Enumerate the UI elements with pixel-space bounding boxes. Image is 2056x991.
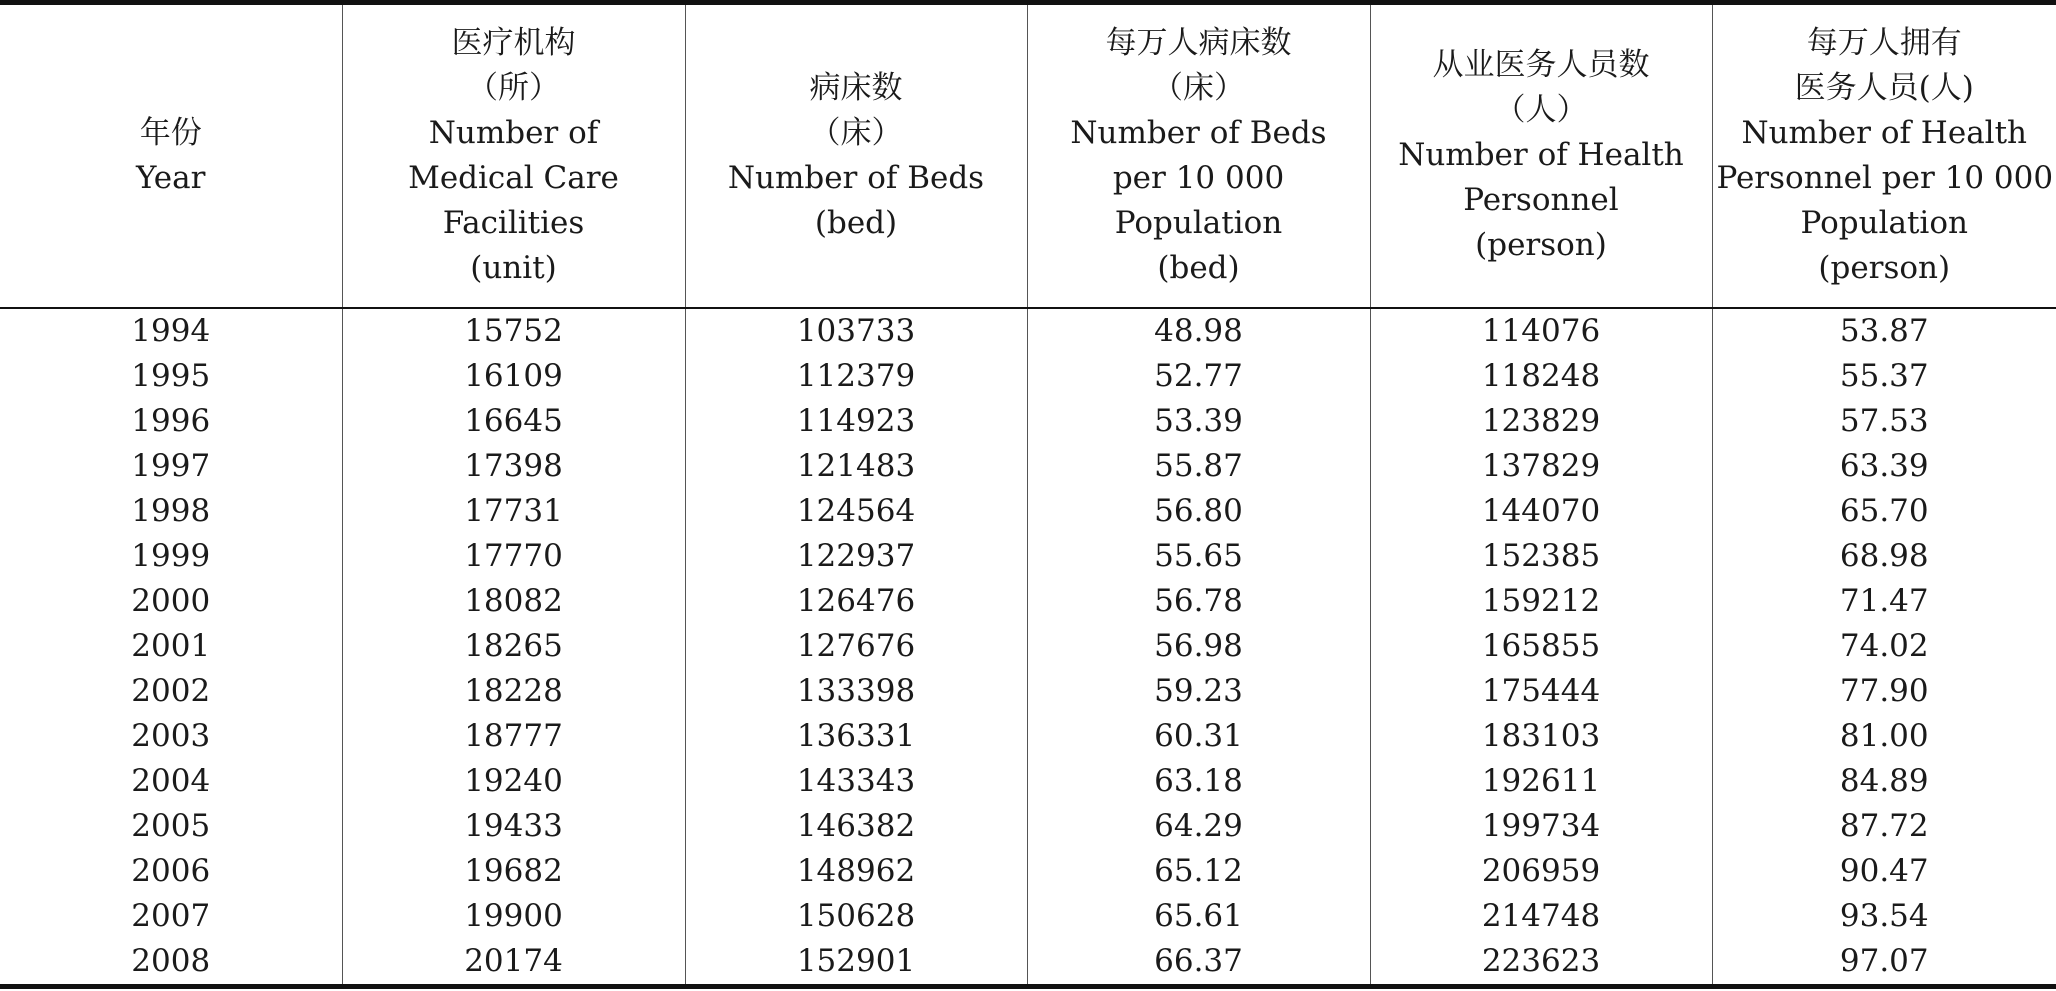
header-line: 医疗机构 (451, 24, 576, 61)
cell-personnel: 183103 (1370, 714, 1712, 759)
cell-beds-per-10000: 55.87 (1027, 444, 1370, 489)
cell-year: 2008 (0, 939, 342, 987)
cell-year: 1995 (131, 357, 211, 394)
cell-personnel-per-10000: 53.87 (1712, 308, 2056, 354)
cell-personnel: 159212 (1370, 579, 1712, 624)
header-line: (unit) (470, 249, 557, 286)
cell-facilities: 17398 (342, 444, 685, 489)
cell-personnel: 123829 (1370, 399, 1712, 444)
header-beds-per-10000 (1027, 3, 1370, 308)
cell-year: 2006 (131, 852, 211, 889)
header-line: Year (136, 159, 206, 196)
header-line: Population (1114, 204, 1283, 241)
cell-beds-per-10000: 65.12 (1027, 849, 1370, 894)
table-row (0, 444, 2056, 489)
cell-personnel: 165855 (1370, 624, 1712, 669)
cell-beds-per-10000: 66.37 (1027, 939, 1370, 987)
cell-personnel-per-10000: 71.47 (1712, 579, 2056, 624)
cell-facilities: 16109 (342, 354, 685, 399)
cell-year: 1997 (131, 447, 211, 484)
cell-beds-per-10000: 56.98 (1027, 624, 1370, 669)
cell-beds: 126476 (685, 579, 1027, 624)
table-row (0, 714, 2056, 759)
cell-year: 1996 (131, 402, 211, 439)
cell-year: 1999 (131, 537, 211, 574)
cell-beds-per-10000: 63.18 (1027, 759, 1370, 804)
table-row (0, 669, 2056, 714)
table-row (0, 399, 2056, 444)
header-line: (bed) (814, 204, 898, 241)
cell-year: 2003 (131, 717, 211, 754)
cell-beds-per-10000: 56.80 (1027, 489, 1370, 534)
cell-beds: 124564 (685, 489, 1027, 534)
cell-facilities: 19433 (342, 804, 685, 849)
table-row (0, 939, 2056, 987)
table-body (0, 308, 2056, 987)
cell-beds: 143343 (685, 759, 1027, 804)
table-row (0, 849, 2056, 894)
header-line: （床） (809, 114, 903, 151)
cell-personnel-per-10000: 55.37 (1712, 354, 2056, 399)
cell-beds: 148962 (685, 849, 1027, 894)
header-line: per 10 000 (1112, 159, 1285, 196)
table-row (0, 894, 2056, 939)
header-number-of-beds (685, 3, 1027, 308)
header-line: Number of Health (1741, 114, 2028, 151)
cell-personnel-per-10000: 87.72 (1712, 804, 2056, 849)
cell-personnel: 199734 (1370, 804, 1712, 849)
cell-year: 2004 (131, 762, 211, 799)
cell-beds: 133398 (685, 669, 1027, 714)
cell-beds: 136331 (685, 714, 1027, 759)
cell-facilities: 19240 (342, 759, 685, 804)
cell-personnel-per-10000: 68.98 (1712, 534, 2056, 579)
cell-personnel-per-10000: 74.02 (1712, 624, 2056, 669)
table-row (0, 354, 2056, 399)
cell-year: 2007 (131, 897, 211, 934)
cell-personnel-per-10000: 57.53 (1712, 399, 2056, 444)
cell-year: 2000 (131, 582, 211, 619)
header-line: Number of Beds (1070, 114, 1327, 151)
cell-personnel-per-10000: 97.07 (1712, 939, 2056, 987)
table-row (0, 579, 2056, 624)
header-line: Personnel (1463, 182, 1619, 219)
header-personnel-per-10000 (1712, 3, 2056, 308)
cell-personnel-per-10000: 84.89 (1712, 759, 2056, 804)
cell-personnel: 137829 (1370, 444, 1712, 489)
cell-personnel: 192611 (1370, 759, 1712, 804)
table-row (0, 759, 2056, 804)
header-line: Number of Health (1398, 137, 1684, 174)
cell-beds: 103733 (685, 308, 1027, 354)
cell-facilities: 15752 (342, 308, 685, 354)
cell-facilities: 17731 (342, 489, 685, 534)
header-line: Medical Care (408, 159, 619, 196)
cell-facilities: 19682 (342, 849, 685, 894)
cell-beds-per-10000: 55.65 (1027, 534, 1370, 579)
cell-beds: 114923 (685, 399, 1027, 444)
cell-personnel: 144070 (1370, 489, 1712, 534)
cell-personnel-per-10000: 90.47 (1712, 849, 2056, 894)
header-line: （所） (467, 69, 560, 106)
cell-beds: 146382 (685, 804, 1027, 849)
table-row (0, 534, 2056, 579)
cell-facilities: 18777 (342, 714, 685, 759)
cell-facilities: 20174 (342, 939, 685, 987)
cell-facilities: 16645 (342, 399, 685, 444)
cell-beds: 121483 (685, 444, 1027, 489)
cell-facilities: 17770 (342, 534, 685, 579)
cell-beds: 152901 (685, 939, 1027, 987)
cell-personnel: 214748 (1370, 894, 1712, 939)
header-year (0, 3, 342, 308)
header-line: (person) (1818, 249, 1951, 286)
cell-beds: 112379 (685, 354, 1027, 399)
cell-beds-per-10000: 48.98 (1027, 308, 1370, 354)
table-row (0, 489, 2056, 534)
table-row (0, 804, 2056, 849)
cell-personnel: 175444 (1370, 669, 1712, 714)
header-line: （人） (1494, 92, 1588, 129)
table-row (0, 308, 2056, 354)
cell-personnel: 206959 (1370, 849, 1712, 894)
cell-personnel-per-10000: 63.39 (1712, 444, 2056, 489)
cell-personnel-per-10000: 81.00 (1712, 714, 2056, 759)
cell-year: 1998 (131, 492, 211, 529)
header-line: 每万人拥有 (1806, 24, 1962, 61)
cell-beds-per-10000: 65.61 (1027, 894, 1370, 939)
header-line: Number of Beds (727, 159, 985, 196)
header-line: 每万人病床数 (1105, 24, 1292, 61)
table-header (0, 3, 2056, 308)
cell-beds-per-10000: 59.23 (1027, 669, 1370, 714)
table-row (0, 624, 2056, 669)
header-line: 年份 (139, 114, 202, 151)
cell-personnel: 223623 (1370, 939, 1712, 987)
header-line: 病床数 (809, 69, 903, 106)
cell-beds-per-10000: 56.78 (1027, 579, 1370, 624)
header-line: 医务人员(人) (1794, 69, 1974, 106)
cell-facilities: 19900 (342, 894, 685, 939)
cell-beds: 150628 (685, 894, 1027, 939)
header-line: Number of (428, 114, 599, 151)
cell-personnel: 118248 (1370, 354, 1712, 399)
cell-year: 1994 (131, 312, 211, 349)
header-line: 从业医务人员数 (1432, 47, 1650, 84)
header-line: Facilities (442, 204, 585, 241)
header-row (0, 3, 2056, 308)
header-line: Population (1800, 204, 1968, 241)
cell-year: 2001 (131, 627, 211, 664)
cell-year: 2005 (131, 807, 211, 844)
cell-beds-per-10000: 60.31 (1027, 714, 1370, 759)
header-line: Personnel per 10 000 (1716, 159, 2054, 196)
cell-beds-per-10000: 53.39 (1027, 399, 1370, 444)
cell-facilities: 18082 (342, 579, 685, 624)
header-medical-facilities (342, 3, 685, 308)
cell-personnel: 152385 (1370, 534, 1712, 579)
header-line: (person) (1475, 227, 1607, 264)
header-line: (bed) (1157, 249, 1240, 286)
cell-beds-per-10000: 52.77 (1027, 354, 1370, 399)
cell-beds-per-10000: 64.29 (1027, 804, 1370, 849)
cell-facilities: 18265 (342, 624, 685, 669)
cell-personnel: 114076 (1370, 308, 1712, 354)
header-line: （床） (1152, 69, 1245, 106)
header-health-personnel (1370, 3, 1712, 308)
cell-facilities: 18228 (342, 669, 685, 714)
cell-personnel-per-10000: 93.54 (1712, 894, 2056, 939)
cell-beds: 122937 (685, 534, 1027, 579)
cell-personnel-per-10000: 65.70 (1712, 489, 2056, 534)
cell-beds: 127676 (685, 624, 1027, 669)
cell-personnel-per-10000: 77.90 (1712, 669, 2056, 714)
cell-year: 2002 (131, 672, 211, 709)
